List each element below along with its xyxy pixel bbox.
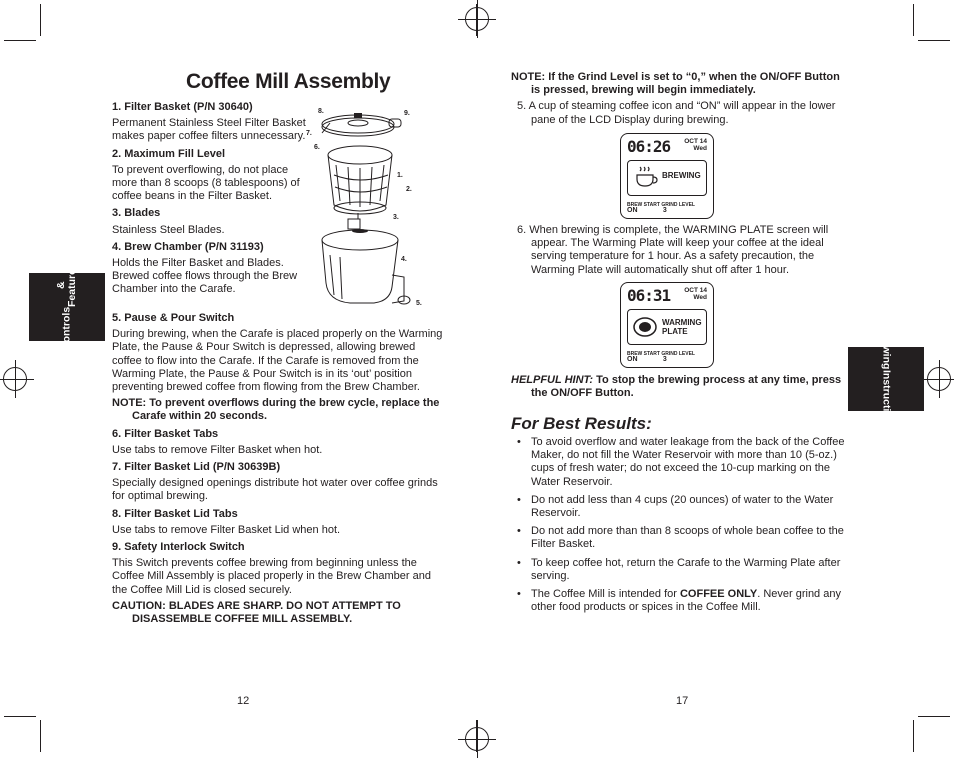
- page-title: Coffee Mill Assembly: [186, 70, 391, 93]
- item-heading: 1. Filter Basket (P/N 30640): [112, 101, 253, 113]
- lcd-bottom-pane: [627, 202, 695, 214]
- crop-mark: [40, 720, 41, 752]
- tab-line: Controls: [60, 307, 73, 351]
- registration-mark: [465, 7, 489, 31]
- lcd-status-pane: [627, 160, 707, 196]
- callout-label: 7.: [306, 130, 312, 137]
- lcd-grind-level: 3: [662, 356, 667, 363]
- item-text: To prevent overflowing, do not place more than 8 scoops (8 tablespoons) of coffee beans in the Filter Basket.: [112, 163, 300, 203]
- item-text: Use tabs to remove Filter Basket Lid when hot.: [112, 523, 341, 536]
- item-heading: 6. Filter Basket Tabs: [112, 427, 219, 440]
- item-heading: 5. Pause & Pour Switch: [112, 312, 235, 324]
- lcd-time: 06:26: [627, 137, 671, 156]
- lcd-status-text: BREWING: [662, 171, 701, 180]
- tab-line: Brewing: [880, 328, 893, 370]
- callout-label: 1.: [397, 172, 403, 179]
- crop-mark: [918, 716, 950, 717]
- lcd-time: 06:31: [627, 286, 671, 305]
- lcd-date: OCT 14 Wed: [684, 287, 707, 301]
- page-number: 12: [237, 695, 250, 707]
- hint-text: To stop the brewing process at any time, press the ON/OFF Button.: [531, 374, 842, 400]
- page-number: 17: [676, 695, 689, 707]
- tab-line: Instructions: [880, 369, 893, 430]
- list-item: • To avoid overflow and water leakage from the back of the Coffee Maker, do not fill the Water Reservoir with more than 10 (5-oz.) cups of fresh water; do not exceed the 10-cup marking on the Water Reservoir.: [511, 436, 851, 489]
- crop-mark: [4, 40, 36, 41]
- lcd-bottom-label: BREW START GRIND LEVEL: [627, 351, 695, 357]
- callout-label: 4.: [401, 256, 407, 263]
- item-heading: 3. Blades: [112, 207, 161, 220]
- step-5: 5. A cup of steaming coffee icon and “ON” will appear in the lower pane of the LCD Display during brewing.: [517, 100, 836, 126]
- callout-label: 3.: [393, 214, 399, 221]
- lcd-on: ON: [627, 207, 638, 214]
- coffee-mill-illustration: [300, 105, 425, 315]
- parts-list-top: [112, 97, 306, 300]
- registration-mark: [3, 367, 27, 391]
- lcd-on: ON: [627, 356, 638, 363]
- lcd-date: OCT 14 Wed: [684, 138, 707, 152]
- section-tab-controls-features: [29, 263, 105, 351]
- right-column-step6: [511, 224, 847, 277]
- item-heading: 7. Filter Basket Lid (P/N 30639B): [112, 461, 281, 474]
- list-item: • Do not add more than than 8 scoops of whole bean coffee to the Filter Basket.: [511, 525, 851, 551]
- crop-mark: [4, 716, 36, 717]
- lcd-display-brewing: [620, 133, 714, 219]
- item-heading: 8. Filter Basket Lid Tabs: [112, 507, 238, 520]
- crop-mark: [40, 4, 41, 36]
- caution: CAUTION: BLADES ARE SHARP. DO NOT ATTEMPT TO DISASSEMBLE COFFEE MILL ASSEMBLY.: [112, 599, 401, 626]
- item-text: Permanent Stainless Steel Filter Basket makes paper coffee filters unnecessary.: [112, 117, 306, 143]
- list-item: • To keep coffee hot, return the Carafe to the Warming Plate after serving.: [511, 557, 851, 583]
- step-6: 6. When brewing is complete, the WARMING PLATE screen will appear. The Warming Plate will keep your coffee at the ideal serving temperature for 1 hour. As a safety precaution, the Warming Plate will automatically shut off after 1 hour.: [517, 224, 829, 276]
- callout-label: 8.: [318, 108, 324, 115]
- callout-label: 6.: [314, 144, 320, 151]
- item-heading: 4. Brew Chamber (P/N 31193): [112, 240, 264, 253]
- item-text: Holds the Filter Basket and Blades. Brewed coffee flows through the Brew Chamber into the Carafe.: [112, 257, 298, 296]
- hint-label: HELPFUL HINT:: [511, 374, 594, 386]
- note: NOTE: If the Grind Level is set to “0,” when the ON/OFF Button is pressed, brewing will begin immediately.: [511, 71, 840, 97]
- lcd-status-text: WARMING PLATE: [662, 318, 702, 336]
- crop-mark: [913, 720, 914, 752]
- right-column-top: [511, 71, 851, 130]
- list-item: • Do not add less than 4 cups (20 ounces) of water to the Water Reservoir.: [511, 494, 851, 520]
- crop-mark: [918, 40, 950, 41]
- item-text: This Switch prevents coffee brewing from beginning unless the Coffee Mill Assembly is placed properly in the Brew Chamber and the Coffee Mill Lid is closed securely.: [112, 557, 431, 596]
- item-heading: 2. Maximum Fill Level: [112, 147, 226, 160]
- best-results-title: For Best Results:: [511, 414, 652, 433]
- item-text: Specially designed openings distribute hot water over coffee grinds for optimal brewing.: [112, 477, 438, 503]
- helpful-hint: [511, 374, 851, 400]
- note: NOTE: To prevent overflows during the brew cycle, replace the Carafe within 20 seconds.: [112, 397, 440, 423]
- parts-list-bottom: [112, 308, 446, 629]
- callout-label: 9.: [404, 110, 410, 117]
- list-item: • The Coffee Mill is intended for COFFEE ONLY. Never grind any other food products or spices in the Coffee Mill.: [511, 588, 851, 614]
- item-heading: 9. Safety Interlock Switch: [112, 541, 245, 554]
- lcd-bottom-label: BREW START GRIND LEVEL: [627, 202, 695, 208]
- lcd-grind-level: 3: [662, 207, 667, 214]
- best-results-list: [511, 436, 851, 619]
- callout-label: 2.: [406, 186, 412, 193]
- tab-line: & Features: [55, 263, 78, 308]
- registration-mark: [465, 727, 489, 751]
- steaming-cup-icon: [634, 165, 658, 189]
- lcd-bottom-pane: [627, 351, 695, 363]
- warming-plate-icon: [632, 315, 658, 339]
- lcd-status-pane: [627, 309, 707, 345]
- item-text: During brewing, when the Carafe is placed properly on the Warming Plate, the Pause & Pour Switch is depressed, allowing brewed coffee to flow into the Carafe. If the Carafe is removed from the Warming Plate, the Pause & Pour Switch is in its ‘out’ position preventing brewed coffee from flowing from the Brew Chamber.: [112, 328, 443, 394]
- callout-label: 5.: [416, 300, 422, 307]
- lcd-display-warming: [620, 282, 714, 368]
- item-text: Use tabs to remove Filter Basket when hot.: [112, 443, 323, 456]
- registration-mark: [927, 367, 951, 391]
- section-tab-brewing-instructions: [848, 328, 924, 430]
- item-text: Stainless Steel Blades.: [112, 223, 225, 236]
- crop-mark: [913, 4, 914, 36]
